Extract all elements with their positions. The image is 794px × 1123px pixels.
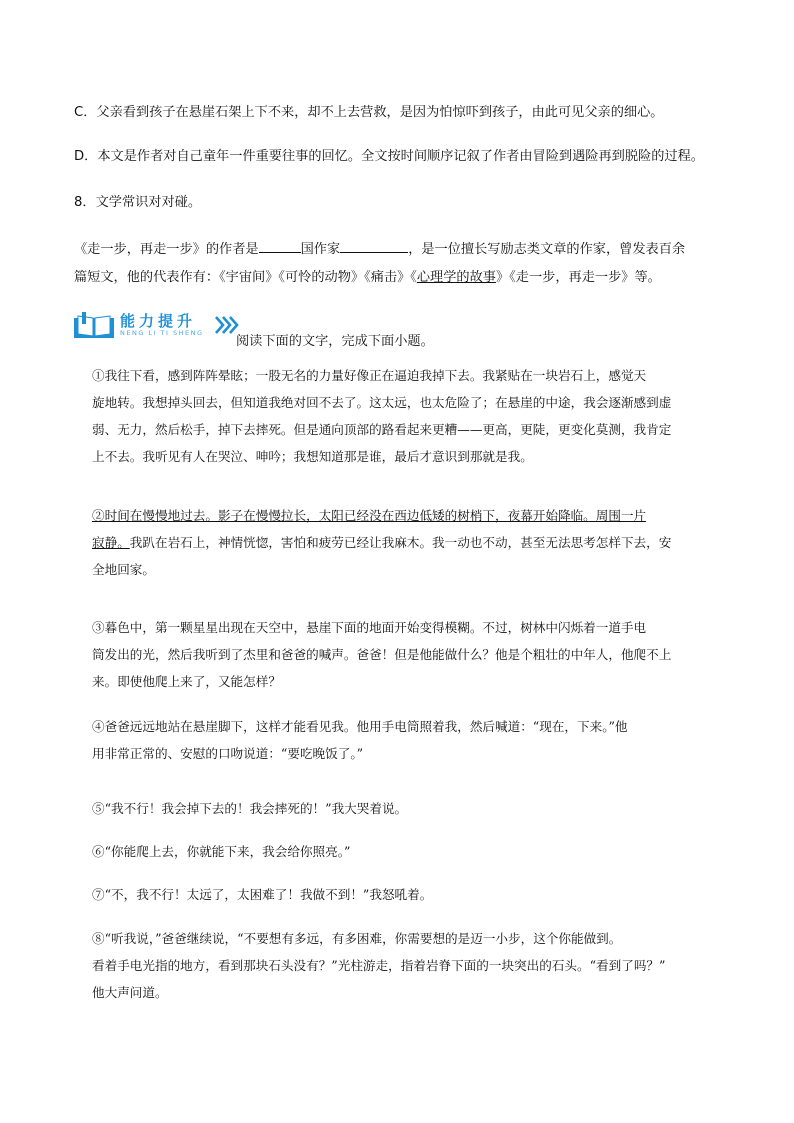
option-c: C．父亲看到孩子在悬崖石架上下不来，却不上去营救，是因为怕惊吓到孩子，由此可见父亲的细心。 — [74, 105, 664, 120]
q8-line2b: 》《走一步，再走一步》等。 — [495, 270, 661, 285]
p3-line: 来。即使他爬上来了，又能怎样？ — [92, 674, 281, 689]
q8-blank-author[interactable] — [340, 238, 408, 253]
q8-blank-country[interactable] — [259, 238, 301, 253]
p8-line: 看着手电光指的地方，看到那块石头没有？”光柱游走，指着岩脊下面的一块突出的石头。“看到了吗？” — [92, 958, 666, 973]
question-8-line1 — [74, 238, 724, 259]
p4-line: ④爸爸远远地站在悬崖脚下，这样才能看见我。他用手电筒照着我，然后喊道：“现在，下来。”他 — [92, 719, 628, 734]
q8-text2: 国作家 — [300, 242, 341, 257]
p1-line: 旋地转。我想掉头回去，但知道我绝对回不去了。这太远，也太危险了；在悬崖的中途，我会逐渐感到虚 — [92, 395, 672, 410]
q8-text1: 《走一步，再走一步》的作者是 — [74, 242, 259, 257]
banner-subtitle: NENG LI TI SHENG — [120, 329, 204, 337]
p2-underlined-end: 寂静。 — [92, 535, 130, 550]
p8-line: ⑧“听我说，”爸爸继续说，“不要想有多远，有多困难，你需要想的是迈一小步，这个你能做到。 — [92, 931, 622, 946]
paragraph-6: ⑥“你能爬上去，你就能下来，我会给你照亮。” — [92, 844, 351, 859]
paragraph-4 — [92, 713, 717, 767]
reading-instruction: 阅读下面的文字，完成下面小题。 — [236, 334, 434, 349]
ability-banner — [74, 310, 734, 349]
p2-line: 全地回家。 — [92, 562, 155, 577]
paragraph-1 — [92, 362, 717, 470]
option-d: D．本文是作者对自己童年一件重要往事的回忆。全文按时间顺序记叙了作者由冒险到遇险再到脱险的过程。 — [74, 149, 704, 164]
p8-line: 他大声问道。 — [92, 985, 168, 1000]
book-icon — [74, 312, 114, 340]
p3-line: ③暮色中，第一颗星星出现在天空中，悬崖下面的地面开始变得模糊。不过，树林中闪烁着一道手电 — [92, 620, 647, 635]
p4-line: 用非常正常的、安慰的口吻说道：“要吃晚饭了。” — [92, 746, 364, 761]
p1-line: 上不去。我听见有人在哭泣、呻吟；我想知道那是谁，最后才意识到那就是我。 — [92, 449, 533, 464]
p1-line: ①我往下看，感到阵阵晕眩；一股无名的力量好像正在逼迫我掉下去。我紧贴在一块岩石上，感觉天 — [92, 368, 647, 383]
p2-underlined-line: ②时间在慢慢地过去。影子在慢慢拉长，太阳已经没在西边低矮的树梢下，夜幕开始降临。周围一片 — [92, 508, 647, 523]
paragraph-2 — [92, 502, 717, 583]
question-8-line2 — [74, 269, 724, 287]
paragraph-3 — [92, 614, 717, 695]
paragraph-8 — [92, 925, 717, 1006]
q8-line2a: 篇短文，他的代表作有：《宇宙间》《可怜的动物》《痛击》《 — [74, 270, 417, 285]
banner-title: 能力提升 — [120, 312, 197, 330]
q8-text3: ，是一位擅长写励志类文章的作家，曾发表百余 — [408, 242, 686, 257]
paragraph-7: ⑦“不，我不行！太远了，太困难了！我做不到！”我怒吼着。 — [92, 887, 433, 902]
question-8: 8．文学常识对对碰。 — [74, 195, 202, 210]
paragraph-5: ⑤“我不行！我会掉下去的！我会摔死的！”我大哭着说。 — [92, 801, 408, 816]
p2-line: 我趴在岩石上，神情恍惚，害怕和疲劳已经让我麻木。我一动也不动，甚至无法思考怎样下去，安 — [129, 535, 672, 550]
p3-line: 筒发出的光，然后我听到了杰里和爸爸的喊声。爸爸！但是他能做什么？他是个粗壮的中年人，他爬不上 — [92, 647, 672, 662]
p1-line: 弱、无力，然后松手，掉下去摔死。但是通向顶部的路看起来更糟——更高，更陡，更变化莫测，我肯定 — [92, 422, 672, 437]
q8-underlined-title: 心理学的故事 — [416, 270, 496, 285]
